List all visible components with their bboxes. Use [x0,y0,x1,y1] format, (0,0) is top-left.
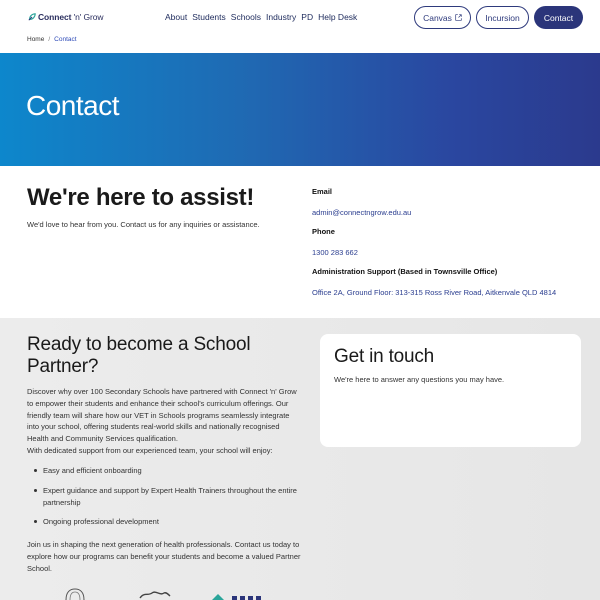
incursion-button[interactable] [476,6,529,29]
phone-label: Phone [312,227,335,236]
assist-text: We'd love to hear from you. Contact us for any inquiries or assistance. [27,220,260,229]
canvas-button[interactable] [414,6,471,29]
breadcrumb [27,36,77,43]
leaf-icon [28,13,36,21]
list-item: Ongoing professional development [43,516,303,528]
phone-link[interactable]: 1300 283 662 [312,248,358,257]
site-header [0,0,600,34]
main-nav [165,12,357,22]
nav-students[interactable]: Students [192,12,226,22]
get-in-touch-card [320,334,581,447]
page-title: Contact [26,90,119,121]
site-logo[interactable] [28,12,103,22]
list-item: Easy and efficient onboarding [43,465,303,477]
email-link[interactable]: admin@connectngrow.edu.au [312,208,412,217]
breadcrumb-home[interactable]: Home [27,36,45,43]
partner-cta-text: Join us in shaping the next generation of health professionals. Contact us today to explore how our programs can benefit your students and become a valued Partner School. [27,540,301,573]
external-link-icon [455,14,462,21]
incursion-button-label: Incursion [485,12,520,23]
partner-logos [0,588,600,600]
contact-button[interactable] [534,6,583,29]
nav-about[interactable]: About [165,12,188,22]
nav-pd[interactable]: PD [301,12,314,22]
nav-help-desk[interactable]: Help Desk [318,12,358,22]
benefits-list [43,465,303,536]
breadcrumb-separator: / [48,36,51,43]
list-item: Expert guidance and support by Expert Health Trainers throughout the entire partnership [43,485,303,509]
contact-button-label: Contact [543,12,574,23]
canvas-button-label: Canvas [423,12,452,23]
partner-heading: Ready to become a School Partner? [27,334,251,377]
breadcrumb-current: Contact [54,36,77,43]
partner-support-intro: With dedicated support from our experienced team, your school will enjoy: [27,446,273,455]
get-in-touch-text: We're here to answer any questions you may have. [334,375,505,384]
partner-intro: Discover why over 100 Secondary Schools have partnered with Connect 'n' Grow to empower their students and enhance their school's curriculum offerings. Our friendly team will share how our VET in Schools programs seamlessly integrate into your school, offering students real-world skills and nationally recognised Health and Community Services qualification. [27,387,297,444]
get-in-touch-heading: Get in touch [334,346,435,367]
assist-heading: We're here to assist! [27,184,255,211]
partner-brand-logo [210,588,290,600]
logo-text: Connect 'n' Grow [38,12,104,22]
address-link[interactable]: Office 2A, Ground Floor: 313-315 Ross River Road, Aitkenvale QLD 4814 [312,288,557,297]
admin-support-label: Administration Support (Based in Townsville Office) [312,267,498,276]
nav-industry[interactable]: Industry [266,12,297,22]
email-label: Email [312,187,333,196]
emblem-logo [138,588,172,600]
hero-banner [0,53,600,166]
crest-logo [60,588,90,600]
nav-schools[interactable]: Schools [230,12,262,22]
